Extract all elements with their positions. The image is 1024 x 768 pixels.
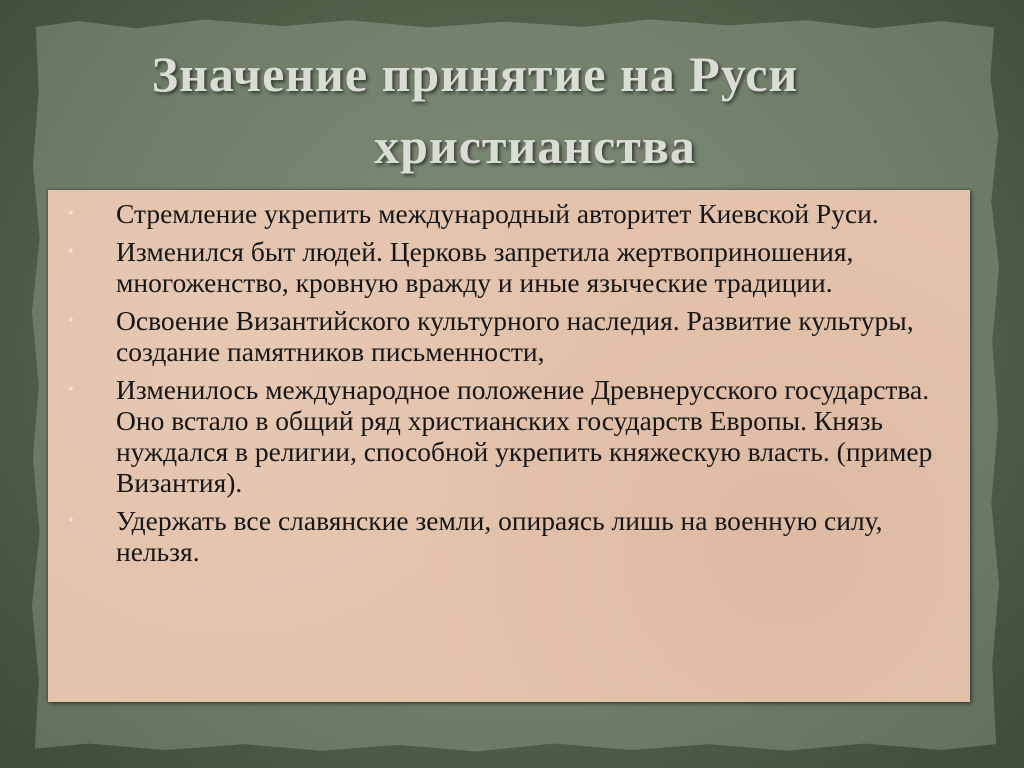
list-item-text: Удержать все славянские земли, опираясь лишь на военную силу, нельзя. bbox=[116, 505, 883, 567]
bullet-icon: • bbox=[68, 312, 74, 329]
list-item bbox=[66, 198, 956, 229]
list-item bbox=[66, 305, 956, 367]
list-item-text: Изменился быт людей. Церковь запретила жертвоприношения, многоженство, кровную вражду и иные языческие традиции. bbox=[116, 236, 854, 298]
list-item bbox=[66, 505, 956, 567]
list-item bbox=[66, 374, 956, 498]
bullet-list bbox=[66, 198, 956, 567]
bullet-icon: • bbox=[68, 512, 74, 529]
list-item-text: Стремление укрепить международный авторитет Киевской Руси. bbox=[116, 198, 879, 229]
list-item-text: Изменилось международное положение Древнерусского государства. Оно встало в общий ряд христианских государств Европы. Князь нуждался в религии, способной укрепить княжескую власть. (пример Византия). bbox=[116, 374, 933, 498]
bullet-icon: • bbox=[68, 205, 74, 222]
slide-title-line-2: христианства bbox=[374, 118, 696, 174]
slide-title bbox=[40, 38, 940, 182]
slide-title-line-1: Значение принятие на Руси bbox=[151, 46, 799, 102]
list-item bbox=[66, 236, 956, 298]
content-box bbox=[48, 190, 970, 702]
bullet-icon: • bbox=[68, 243, 74, 260]
bullet-icon: • bbox=[68, 381, 74, 398]
list-item-text: Освоение Византийского культурного наследия. Развитие культуры, создание памятников письменности, bbox=[116, 305, 914, 367]
